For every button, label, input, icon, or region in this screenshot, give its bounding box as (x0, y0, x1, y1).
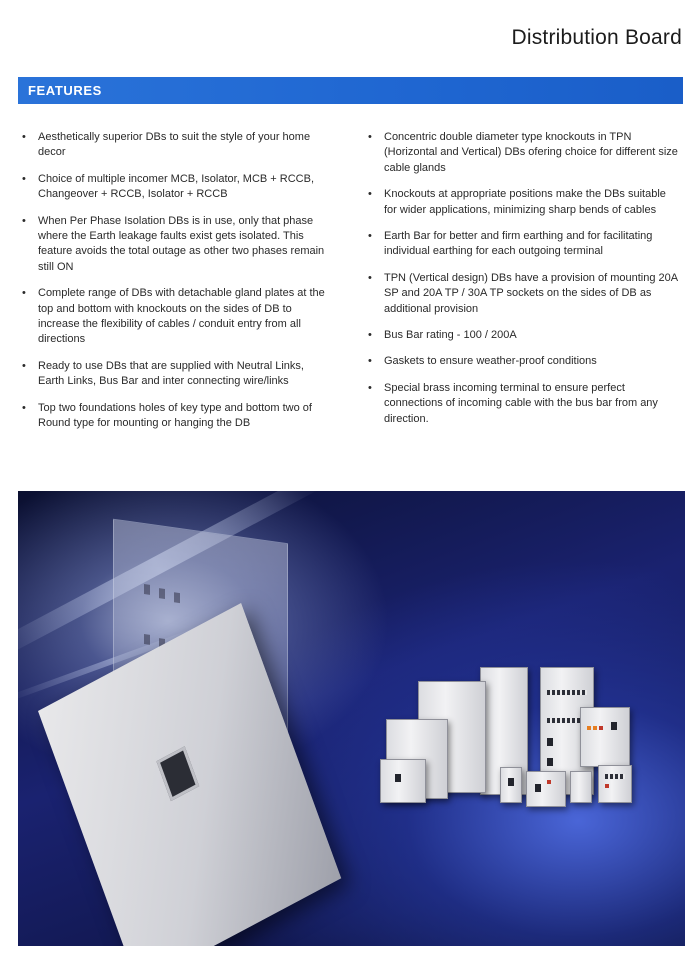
breaker-slot (159, 588, 165, 599)
product-photo (18, 491, 685, 946)
list-item (22, 172, 332, 203)
list-item-text: Top two foundations holes of key type and bottom two of Round type for mounting or hanging the DB (38, 401, 312, 430)
breaker-slot (174, 592, 180, 603)
db-unit (580, 707, 630, 767)
list-item (368, 271, 678, 317)
bullet-icon: • (368, 188, 372, 201)
features-list-right (368, 130, 678, 438)
indicator-icon (547, 780, 551, 784)
db-door (38, 603, 341, 946)
db-unit (380, 759, 426, 803)
bullet-icon: • (368, 271, 372, 284)
list-item (368, 328, 678, 343)
bullet-icon: • (22, 214, 26, 227)
features-list-left (22, 130, 332, 443)
list-item-text: Aesthetically superior DBs to suit the style of your home decor (38, 131, 311, 159)
breaker-knob (535, 784, 541, 792)
list-item-text: TPN (Vertical design) DBs have a provision of mounting 20A SP and 20A TP / 30A TP sockets on the sides of DB as additional provision (384, 271, 678, 315)
list-item-text: Ready to use DBs that are supplied with Neutral Links, Earth Links, Bus Bar and inter connecting wire/links (38, 359, 304, 388)
list-item (368, 187, 678, 218)
breaker-knob (611, 722, 617, 730)
bullet-icon: • (22, 401, 26, 414)
list-item (368, 381, 678, 427)
bullet-icon: • (368, 329, 372, 342)
list-item-text: Gaskets to ensure weather-proof conditions (384, 355, 597, 368)
db-unit (570, 771, 592, 803)
list-item-text: Knockouts at appropriate positions make the DBs suitable for wider applications, minimizing sharp bends of cables (384, 188, 666, 216)
indicator-icon (587, 726, 591, 730)
list-item (22, 359, 332, 390)
list-item-text: Choice of multiple incomer MCB, Isolator, MCB + RCCB, Changeover + RCCB, Isolator + RCCB (38, 172, 315, 201)
breaker-knob (395, 774, 401, 782)
features-heading: FEATURES (28, 83, 102, 98)
features-banner (18, 77, 683, 104)
db-unit (598, 765, 632, 803)
breaker-slot (144, 634, 150, 645)
bullet-icon: • (22, 172, 26, 185)
list-item (22, 401, 332, 432)
bullet-icon: • (368, 355, 372, 368)
bullet-icon: • (368, 230, 372, 243)
page-title: Distribution Board (511, 26, 682, 49)
breaker-knob (508, 778, 514, 786)
list-item-text: Bus Bar rating - 100 / 200A (384, 329, 517, 342)
list-item (368, 130, 678, 176)
list-item-text: Concentric double diameter type knockouts in TPN (Horizontal and Vertical) DBs ofering choice for different size cable glands (384, 131, 678, 174)
breaker-strip (547, 690, 587, 695)
bullet-icon: • (368, 381, 372, 394)
breaker-slot (144, 584, 150, 595)
breaker-strip (605, 774, 625, 779)
list-item (22, 130, 332, 161)
list-item (22, 214, 332, 276)
indicator-icon (593, 726, 597, 730)
list-item (368, 354, 678, 369)
indicator-icon (605, 784, 609, 788)
list-item-text: Special brass incoming terminal to ensure perfect connections of incoming cable with the bus bar from any direction. (384, 381, 658, 425)
breaker-knob (547, 738, 553, 746)
breaker-knob (547, 758, 553, 766)
bullet-icon: • (22, 359, 26, 372)
list-item (368, 229, 678, 260)
db-unit (526, 771, 566, 807)
db-unit (500, 767, 522, 803)
bullet-icon: • (368, 131, 372, 143)
door-window (156, 746, 199, 801)
list-item-text: When Per Phase Isolation DBs is in use, only that phase where the Earth leakage faults exist gets isolated. This feature avoids the total outage as other two phases remain still ON (38, 214, 325, 273)
db-product-range (380, 667, 630, 812)
list-item (22, 286, 332, 348)
bullet-icon: • (22, 131, 26, 143)
list-item-text: Earth Bar for better and firm earthing and for facilitating individual earthing for each outgoing terminal (384, 230, 653, 258)
list-item-text: Complete range of DBs with detachable gland plates at the top and bottom with knockouts on the sides of DB to increase the flexibility of cables / conduit entry from all directions (38, 287, 325, 346)
bullet-icon: • (22, 287, 26, 300)
indicator-icon (599, 726, 603, 730)
